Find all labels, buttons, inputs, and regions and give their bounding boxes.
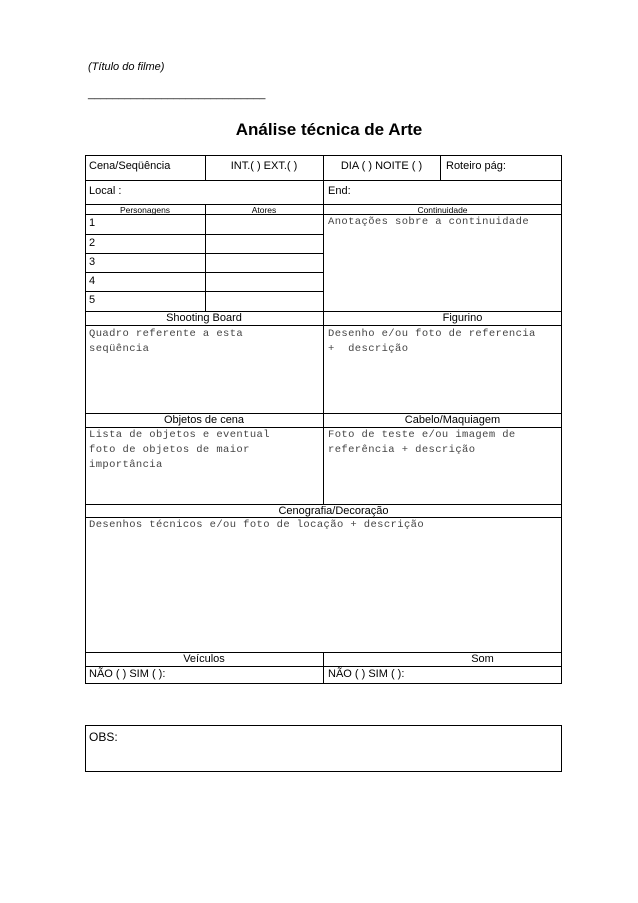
objetos-cena-title: Objetos de cena [163, 414, 245, 426]
roteiro-pag-field[interactable]: Roteiro pág: [446, 160, 506, 172]
atores-header: Atores [251, 205, 277, 215]
cast-row-number: 2 [89, 237, 96, 249]
figurino-note[interactable]: Desenho e/ou foto de referencia + descrição [328, 328, 536, 355]
veiculos-title: Veículos [183, 653, 225, 665]
film-title-label: (Título do filme) [88, 61, 165, 73]
cast-row-number: 4 [89, 275, 96, 287]
veiculos-checkbox[interactable]: NÃO ( ) SIM ( ): [89, 668, 166, 680]
continuidade-header: Continuidade [417, 205, 468, 215]
endereco-field[interactable]: End: [328, 185, 351, 197]
local-field[interactable]: Local : [89, 185, 122, 197]
obs-box[interactable] [85, 725, 562, 772]
page-title: Análise técnica de Arte [235, 120, 423, 139]
som-checkbox[interactable]: NÃO ( ) SIM ( ): [328, 668, 405, 680]
objetos-cena-note[interactable]: Lista de objetos e eventual foto de objetos de maior importância [89, 429, 270, 471]
shooting-board-note[interactable]: Quadro referente a esta seqüência [89, 328, 244, 355]
dia-noite-checkbox[interactable]: DIA ( ) NOITE ( ) [340, 160, 423, 172]
personagens-header: Personagens [119, 205, 171, 215]
continuidade-note[interactable]: Anotações sobre a continuidade [328, 216, 530, 228]
cabelo-maquiagem-title: Cabelo/Maquiagem [404, 414, 501, 426]
figurino-title: Figurino [442, 312, 483, 324]
cena-sequencia-field[interactable]: Cena/Seqüência [89, 160, 171, 172]
shooting-board-title: Shooting Board [166, 312, 242, 324]
cenografia-note[interactable]: Desenhos técnicos e/ou foto de locação + descrição [89, 519, 425, 531]
int-ext-checkbox[interactable]: INT.( ) EXT.( ) [230, 160, 298, 172]
cast-row-number: 3 [89, 256, 96, 268]
film-title-line[interactable]: _____________________________ [88, 88, 266, 100]
cast-row-number: 1 [89, 217, 96, 229]
obs-label: OBS: [89, 730, 118, 744]
cabelo-maquiagem-note[interactable]: Foto de teste e/ou imagem de referência + descrição [328, 429, 516, 456]
cast-row-number: 5 [89, 294, 96, 306]
som-title: Som [471, 653, 494, 665]
cenografia-title: Cenografia/Decoração [278, 505, 389, 517]
